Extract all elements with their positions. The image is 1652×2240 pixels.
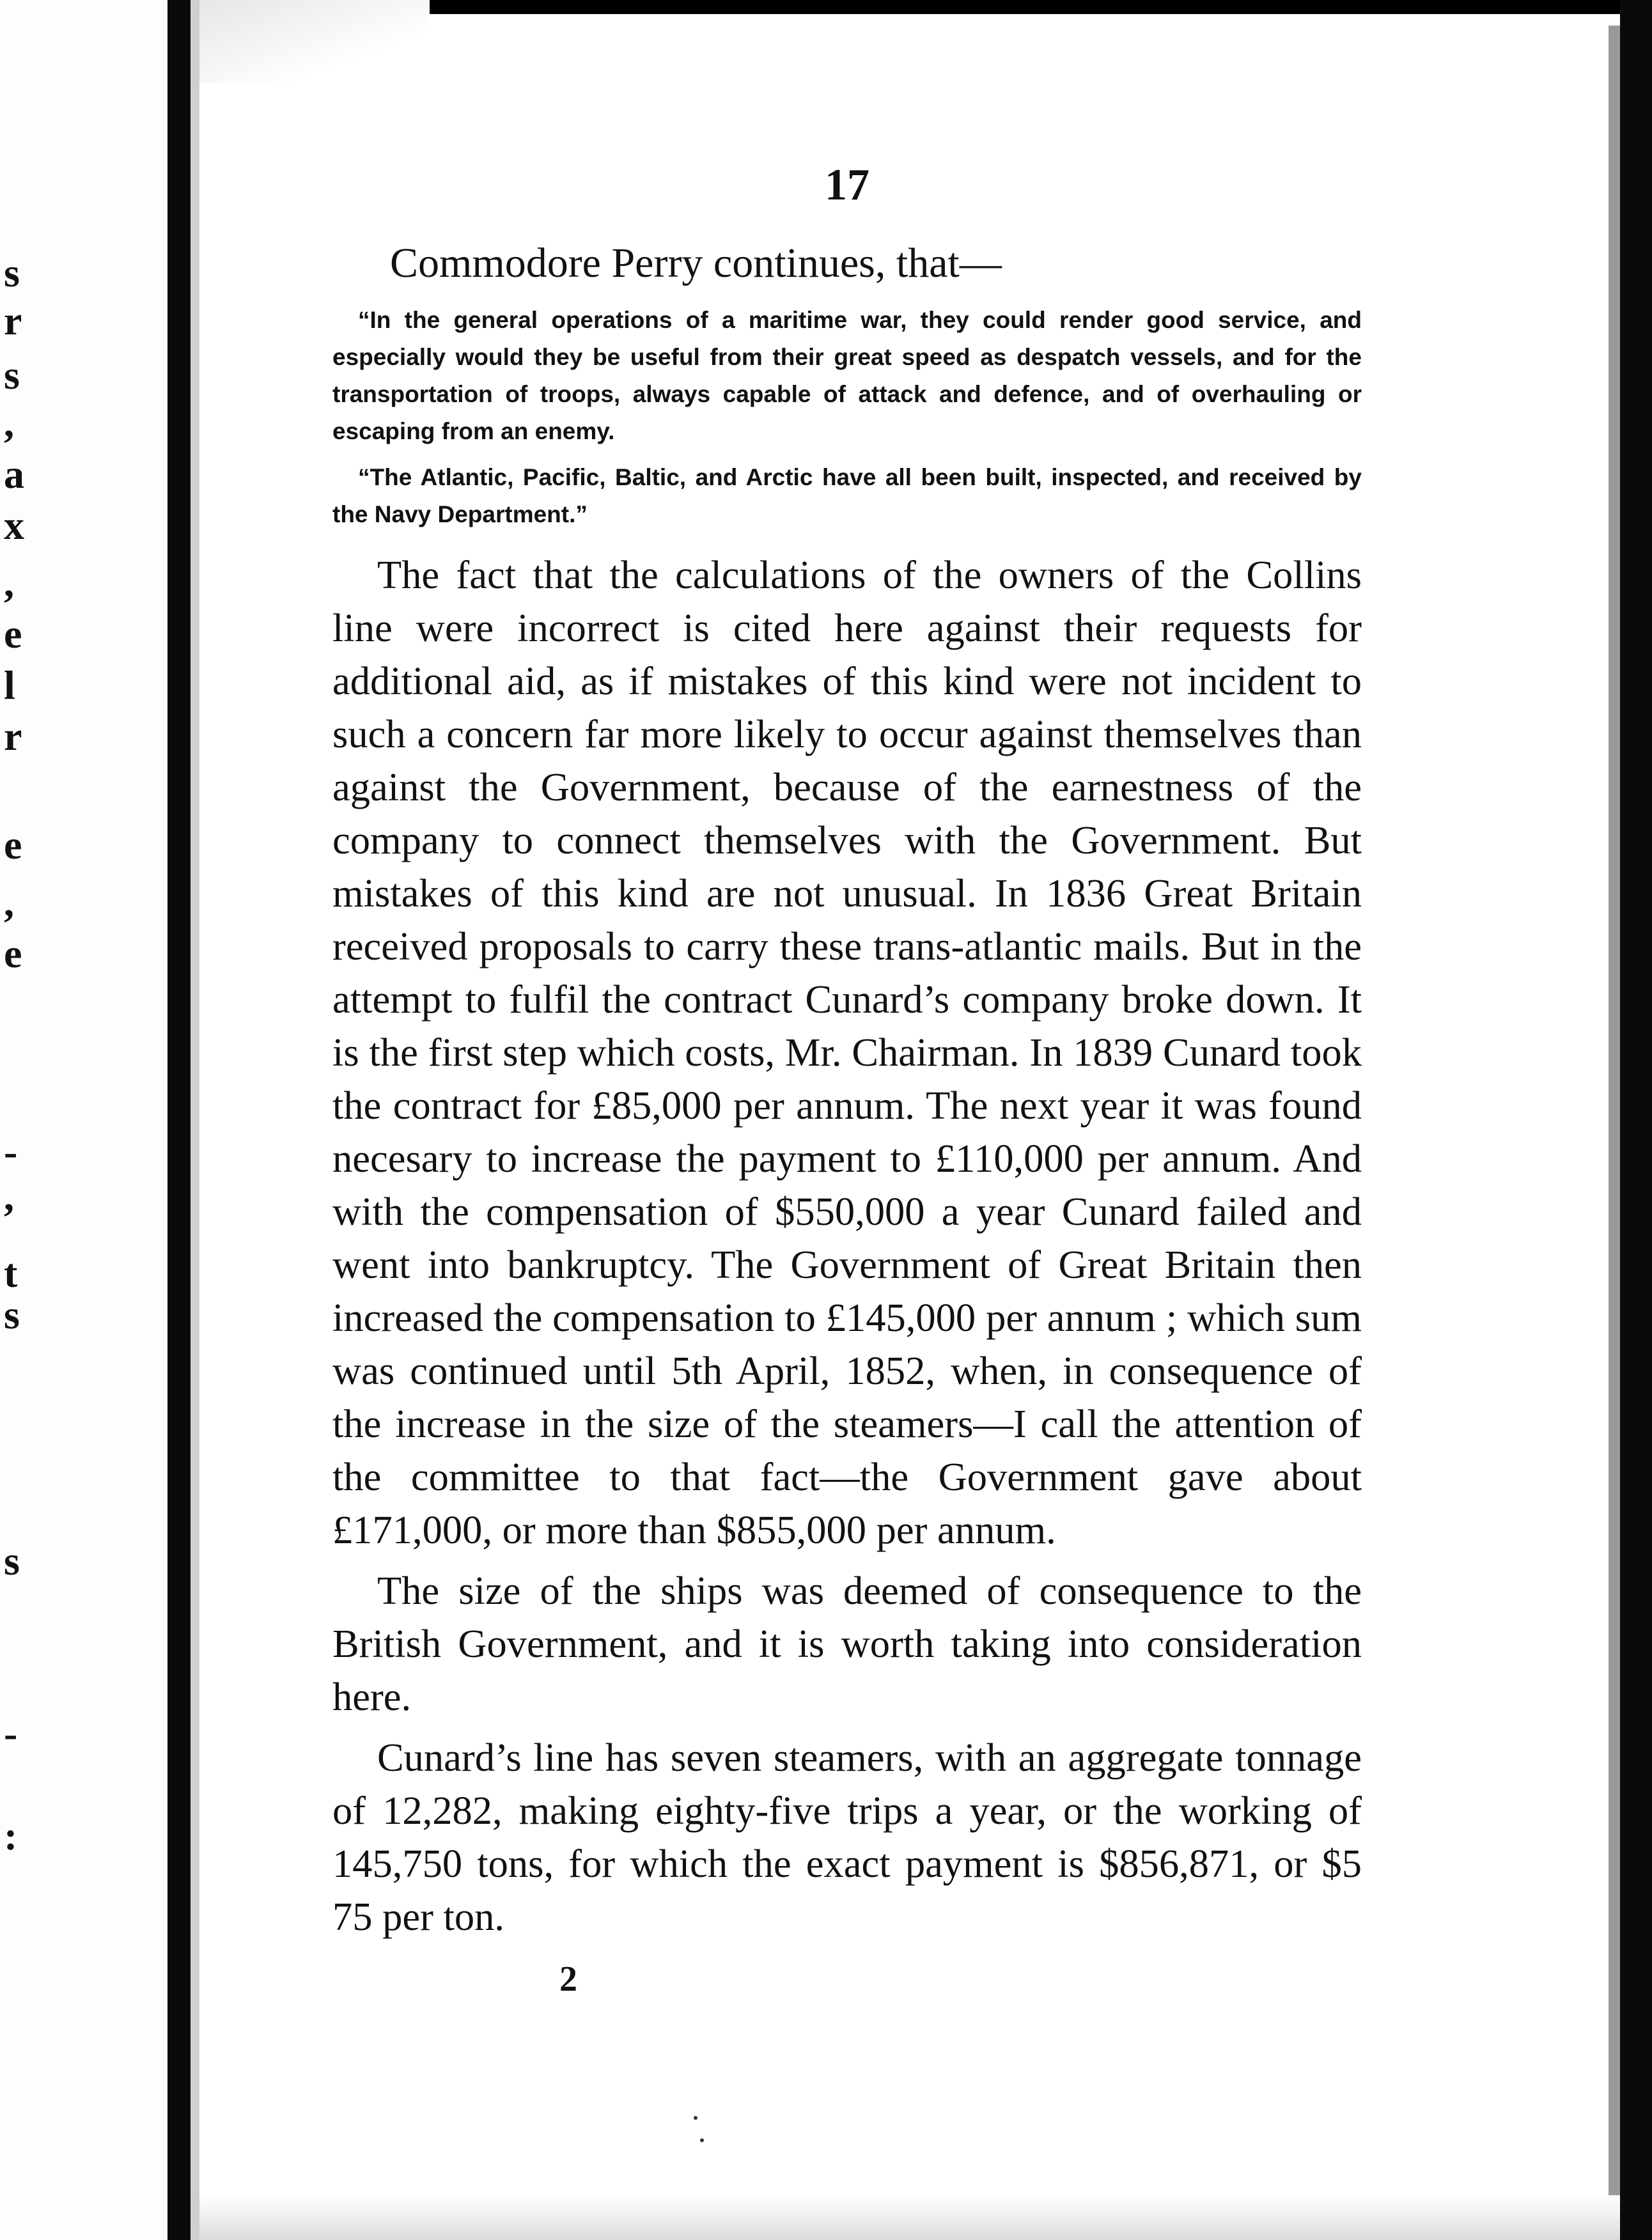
edge-letter: e (4, 611, 22, 657)
edge-letter: s (4, 1292, 20, 1337)
signature-mark: 2 (559, 1959, 577, 1999)
book-spine-shadow (168, 0, 191, 2240)
edge-letter: , (4, 560, 14, 605)
edge-letter: e (4, 822, 22, 867)
edge-letter: a (4, 451, 24, 497)
edge-letter: s (4, 352, 20, 398)
edge-letter: r (4, 298, 22, 343)
page-bottom-shadow (199, 2195, 1620, 2240)
edge-letter: x (4, 502, 24, 548)
edge-letter: , (4, 400, 14, 446)
quoted-passage: “The Atlantic, Pacific, Baltic, and Arctic have all been built, inspected, and received by the Navy Department.” (332, 464, 1362, 527)
body-paragraph: The fact that the calculations of the owners of the Collins line were incorrect is cited here against their requests for additional aid, as if mistakes of this kind were not incident to such a concern far more likely to occur against themselves than against the Government, because of the earnestness of the company to connect themselves with the Government. But mistakes of this kind are not unusual. In 1836 Great Britain received proposals to carry these trans-atlantic mails. But in the attempt to fulfil the contract Cunard’s company broke down. It is the first step which costs, Mr. Chairman. In 1839 Cunard took the contract for £85,000 per annum. The next year it was found necesary to increase the payment to £110,000 per annum. And with the compensation of $550,000 a year Cunard failed and went into bankruptcy. The Government of Great Britain then increased the compensation to £145,000 per annum ; which sum was continued until 5th April, 1852, when, in consequence of the increase in the size of the steamers—I call the attention of the committee to that fact—the Government gave about £171,000, or more than $855,000 per annum. (332, 552, 1362, 1552)
edge-letter: , (4, 880, 14, 925)
edge-letter: , (4, 1174, 14, 1219)
quoted-passage: “In the general operations of a maritime war, they could render good service, and especially would they be useful from their great speed as despatch vessels, and for the transportation of troops, always capable of attack and defence, and of overhauling or escaping from an enemy. (332, 307, 1362, 444)
body-paragraph: The size of the ships was deemed of consequence to the British Government, and it is worth taking into consideration here. (332, 1568, 1362, 1719)
edge-letter: s (4, 1538, 20, 1583)
book-spine-edge (191, 0, 199, 2240)
edge-letter: : (4, 1813, 18, 1858)
page-stack-edge (1609, 26, 1620, 2240)
previous-page-margin (0, 0, 173, 2240)
paper-speck (694, 2116, 697, 2120)
page-number: 17 (825, 160, 869, 210)
scan-right-border (1620, 0, 1652, 2240)
edge-letter: - (4, 1711, 18, 1756)
lead-line: Commodore Perry continues, that— (390, 240, 1002, 286)
edge-letter: - (4, 1129, 18, 1174)
page-text-block (332, 160, 1362, 2010)
edge-letter: s (4, 250, 20, 295)
edge-letter: e (4, 931, 22, 976)
edge-letter: l (4, 662, 15, 708)
edge-letter: t (4, 1250, 18, 1296)
page-fold-shadow (199, 0, 430, 83)
edge-letter: r (4, 713, 22, 759)
body-paragraph: Cunard’s line has seven steamers, with an aggregate tonnage of 12,282, making eighty-five trips a year, or the working of 145,750 tons, for which the exact payment is $856,871, or $5 75 per ton. (332, 1735, 1362, 1939)
paper-speck (700, 2138, 704, 2142)
